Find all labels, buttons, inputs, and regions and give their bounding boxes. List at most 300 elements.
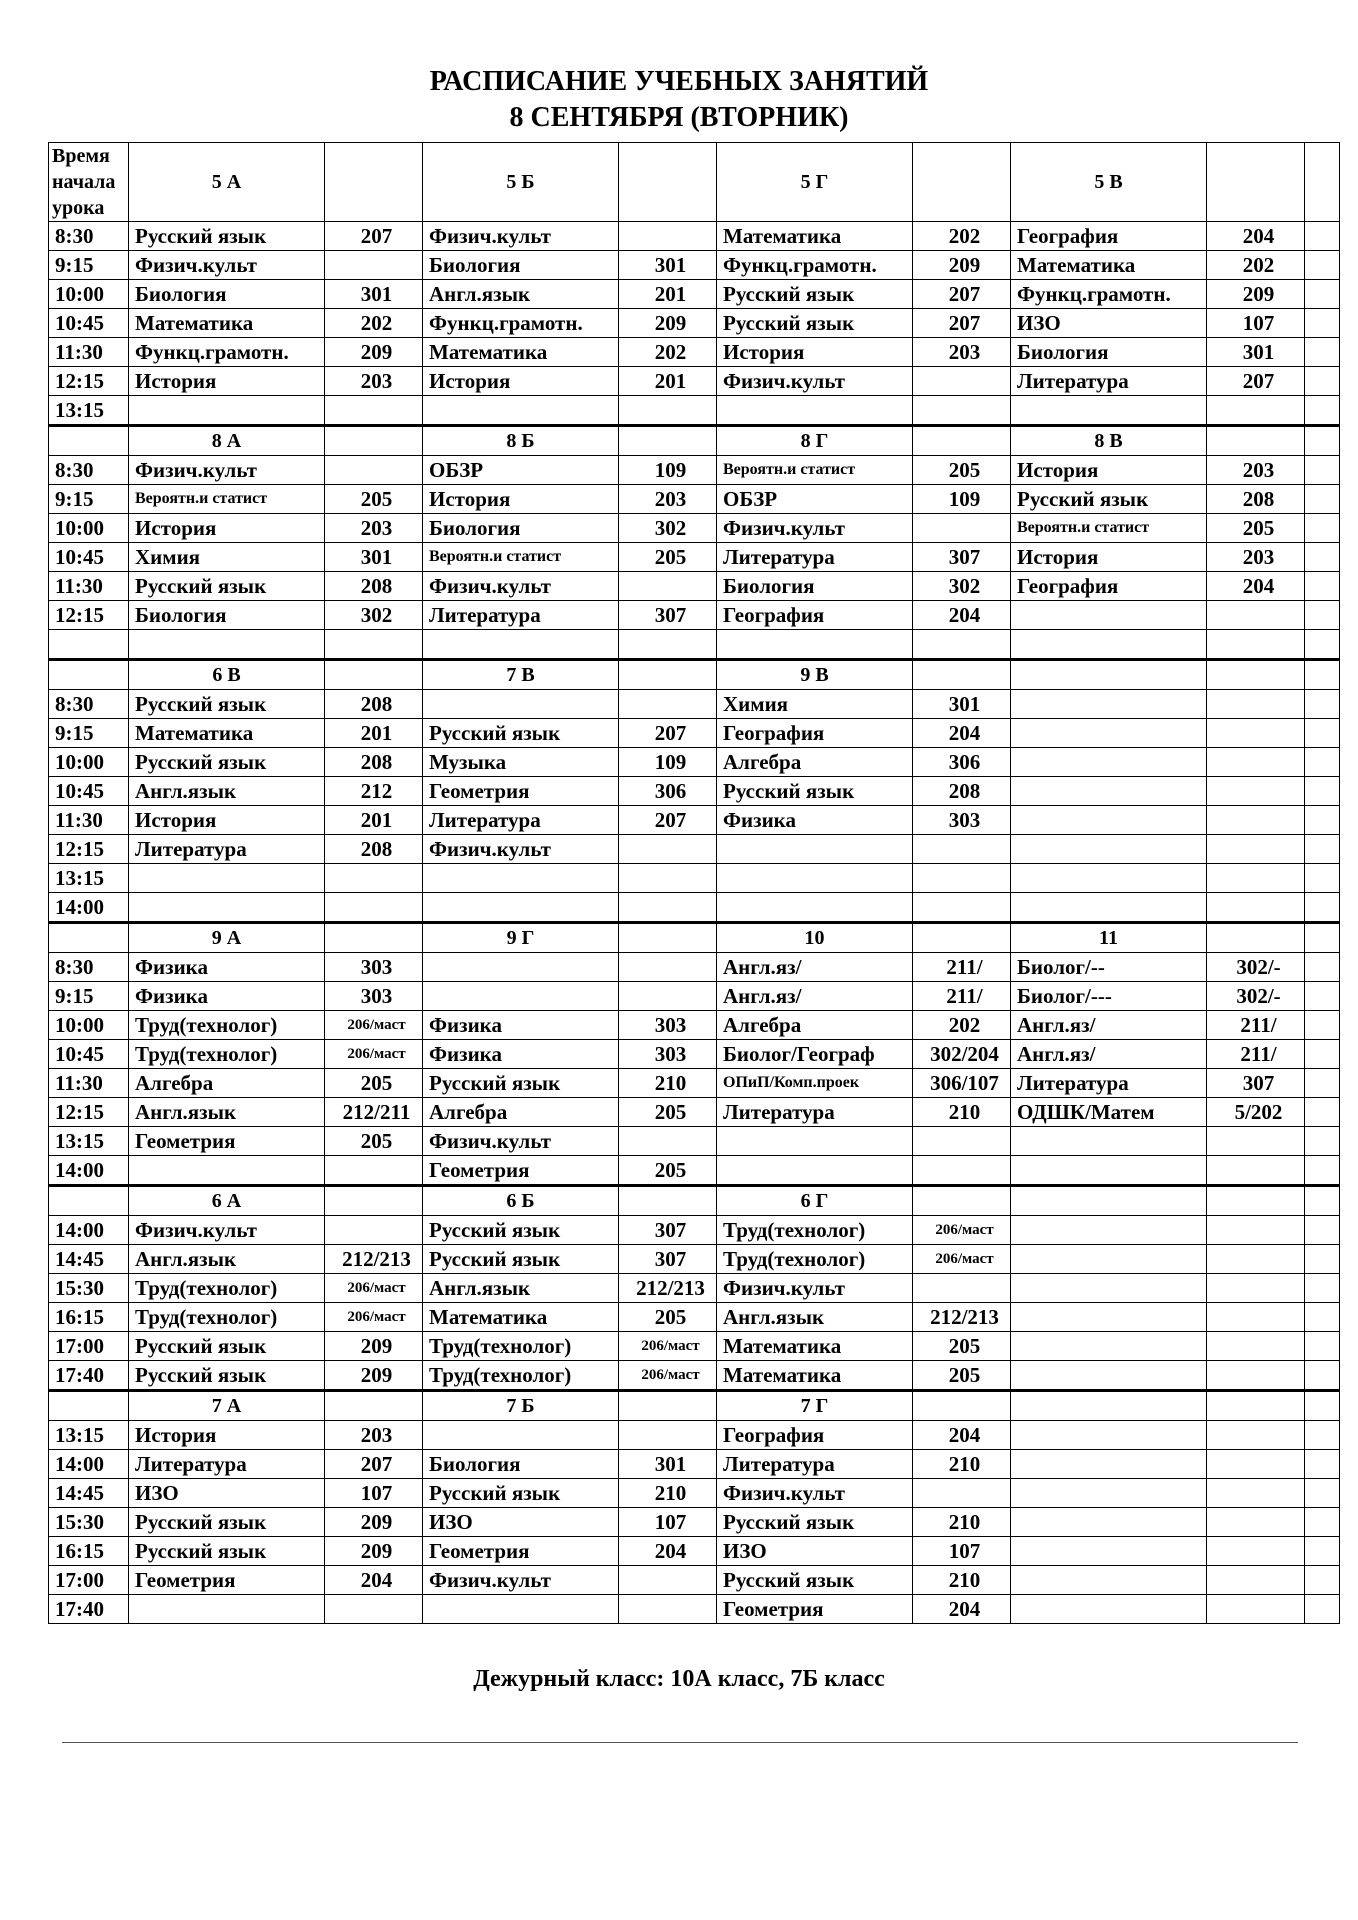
edge-cell — [1305, 690, 1340, 719]
room-cell: 201 — [619, 280, 717, 309]
room-cell: 302/204 — [913, 1040, 1011, 1069]
room-cell: 211/ — [913, 953, 1011, 982]
subject-cell: Биолог/-- — [1011, 953, 1207, 982]
room-cell: 303 — [619, 1011, 717, 1040]
subject-cell: Литература — [717, 1098, 913, 1127]
room-cell — [1207, 835, 1305, 864]
class-name: 6 Б — [423, 1186, 619, 1216]
subject-cell: Русский язык — [129, 1537, 325, 1566]
room-cell: 303 — [325, 953, 423, 982]
room-cell: 208 — [325, 748, 423, 777]
subject-cell: Биология — [129, 280, 325, 309]
edge-cell — [1305, 777, 1340, 806]
subject-cell: Труд(технолог) — [717, 1216, 913, 1245]
subject-cell: Биология — [717, 572, 913, 601]
edge-cell — [1305, 1186, 1340, 1216]
subject-cell: История — [129, 806, 325, 835]
schedule-row — [49, 543, 1340, 572]
room-cell — [1207, 777, 1305, 806]
subject-cell: Математика — [1011, 251, 1207, 280]
subject-cell: Русский язык — [129, 748, 325, 777]
room-cell — [1207, 1450, 1305, 1479]
lesson-time: 8:30 — [49, 953, 129, 982]
room-cell — [619, 864, 717, 893]
room-cell: 307 — [619, 601, 717, 630]
subject-cell — [1011, 1595, 1207, 1624]
room-header-cell — [325, 660, 423, 690]
room-cell: 303 — [619, 1040, 717, 1069]
subject-cell: Алгебра — [717, 1011, 913, 1040]
room-cell — [913, 864, 1011, 893]
schedule-row — [49, 719, 1340, 748]
edge-cell — [1305, 1303, 1340, 1332]
edge-cell — [1305, 806, 1340, 835]
subject-cell: Функц.грамотн. — [129, 338, 325, 367]
schedule-row — [49, 485, 1340, 514]
room-cell — [1207, 893, 1305, 923]
room-cell: 205 — [619, 1098, 717, 1127]
subject-cell — [1011, 1216, 1207, 1245]
room-cell: 207 — [619, 806, 717, 835]
room-cell — [1207, 1421, 1305, 1450]
room-header-cell — [913, 143, 1011, 222]
lesson-time: 14:00 — [49, 1450, 129, 1479]
room-cell: 210 — [913, 1566, 1011, 1595]
schedule-row — [49, 864, 1340, 893]
subject-cell: ИЗО — [717, 1537, 913, 1566]
room-cell — [1207, 1566, 1305, 1595]
room-cell: 303 — [325, 982, 423, 1011]
room-cell — [913, 396, 1011, 426]
room-cell: 109 — [619, 456, 717, 485]
lesson-time: 15:30 — [49, 1274, 129, 1303]
room-header-cell — [1207, 1186, 1305, 1216]
lesson-time: 13:15 — [49, 864, 129, 893]
subject-cell: Химия — [717, 690, 913, 719]
subject-cell — [1011, 1127, 1207, 1156]
room-header-cell — [1207, 426, 1305, 456]
room-cell: 207 — [619, 719, 717, 748]
subject-cell: Математика — [129, 309, 325, 338]
schedule-row — [49, 601, 1340, 630]
room-cell — [913, 367, 1011, 396]
class-name — [1011, 660, 1207, 690]
subject-cell — [129, 396, 325, 426]
room-cell — [1207, 806, 1305, 835]
class-name: 9 В — [717, 660, 913, 690]
lesson-time: 13:15 — [49, 1127, 129, 1156]
edge-cell — [1305, 893, 1340, 923]
lesson-time: 10:45 — [49, 543, 129, 572]
edge-cell — [1305, 572, 1340, 601]
room-cell: 203 — [325, 514, 423, 543]
time-column-header: Время начала урока — [49, 143, 129, 222]
room-cell — [1207, 719, 1305, 748]
class-name: 7 Г — [717, 1391, 913, 1421]
subject-cell: Алгебра — [423, 1098, 619, 1127]
room-cell — [619, 953, 717, 982]
subject-cell — [1011, 719, 1207, 748]
schedule-row — [49, 953, 1340, 982]
room-cell: 204 — [913, 719, 1011, 748]
lesson-time: 10:45 — [49, 1040, 129, 1069]
subject-cell: ИЗО — [129, 1479, 325, 1508]
room-cell: 206/маст — [913, 1245, 1011, 1274]
class-name: 11 — [1011, 923, 1207, 953]
schedule-row — [49, 1332, 1340, 1361]
edge-cell — [1305, 251, 1340, 280]
lesson-time — [49, 630, 129, 660]
subject-cell: География — [717, 601, 913, 630]
subject-cell: Литература — [1011, 367, 1207, 396]
room-cell: 306 — [619, 777, 717, 806]
subject-cell: Биология — [1011, 338, 1207, 367]
subject-cell: Биология — [423, 514, 619, 543]
room-cell: 202 — [325, 309, 423, 338]
class-name: 10 — [717, 923, 913, 953]
room-cell: 5/202 — [1207, 1098, 1305, 1127]
subject-cell — [1011, 396, 1207, 426]
lesson-time: 14:45 — [49, 1245, 129, 1274]
subject-cell: Функц.грамотн. — [1011, 280, 1207, 309]
room-cell: 205 — [913, 1332, 1011, 1361]
room-cell — [913, 514, 1011, 543]
room-cell: 109 — [913, 485, 1011, 514]
lesson-time: 12:15 — [49, 601, 129, 630]
room-cell: 203 — [1207, 456, 1305, 485]
lesson-time: 10:00 — [49, 514, 129, 543]
room-cell: 204 — [619, 1537, 717, 1566]
lesson-time: 8:30 — [49, 690, 129, 719]
room-cell: 202 — [1207, 251, 1305, 280]
subject-cell: География — [1011, 572, 1207, 601]
subject-cell: Литература — [129, 835, 325, 864]
subject-cell: Физич.культ — [423, 835, 619, 864]
room-cell: 203 — [619, 485, 717, 514]
schedule-row — [49, 514, 1340, 543]
subject-cell: Физика — [423, 1040, 619, 1069]
class-name: 6 В — [129, 660, 325, 690]
subject-cell — [1011, 835, 1207, 864]
room-cell: 210 — [913, 1508, 1011, 1537]
schedule-row — [49, 630, 1340, 660]
class-name: 5 Б — [423, 143, 619, 222]
room-cell: 204 — [1207, 222, 1305, 251]
subject-cell: ИЗО — [423, 1508, 619, 1537]
class-header-row — [49, 426, 1340, 456]
footer-divider — [62, 1742, 1298, 1743]
room-cell: 210 — [619, 1069, 717, 1098]
time-header-cell — [49, 1186, 129, 1216]
subject-cell — [1011, 864, 1207, 893]
subject-cell — [717, 1127, 913, 1156]
edge-cell — [1305, 1274, 1340, 1303]
subject-cell — [1011, 1245, 1207, 1274]
lesson-time: 9:15 — [49, 485, 129, 514]
lesson-time: 17:00 — [49, 1566, 129, 1595]
subject-cell — [423, 893, 619, 923]
subject-cell: Физич.культ — [129, 1216, 325, 1245]
room-header-cell — [619, 1186, 717, 1216]
edge-cell — [1305, 748, 1340, 777]
room-cell: 209 — [325, 1508, 423, 1537]
room-header-cell — [913, 1391, 1011, 1421]
lesson-time: 14:00 — [49, 893, 129, 923]
lesson-time: 12:15 — [49, 835, 129, 864]
subject-cell: Математика — [423, 338, 619, 367]
subject-cell: История — [1011, 456, 1207, 485]
room-cell — [619, 982, 717, 1011]
class-name: 6 А — [129, 1186, 325, 1216]
room-cell — [913, 893, 1011, 923]
lesson-time: 8:30 — [49, 456, 129, 485]
room-cell: 205 — [619, 1156, 717, 1186]
room-cell: 205 — [1207, 514, 1305, 543]
subject-cell: История — [717, 338, 913, 367]
room-cell: 204 — [1207, 572, 1305, 601]
room-cell — [619, 690, 717, 719]
class-header-row — [49, 143, 1340, 222]
subject-cell: Русский язык — [423, 719, 619, 748]
subject-cell: Труд(технолог) — [717, 1245, 913, 1274]
room-cell: 211/ — [1207, 1011, 1305, 1040]
room-header-cell — [619, 660, 717, 690]
class-header-row — [49, 923, 1340, 953]
room-cell: 203 — [1207, 543, 1305, 572]
schedule-row — [49, 1156, 1340, 1186]
subject-cell: Физика — [129, 953, 325, 982]
subject-cell: Русский язык — [717, 1566, 913, 1595]
subject-cell: Физика — [717, 806, 913, 835]
subject-cell — [423, 1421, 619, 1450]
edge-cell — [1305, 143, 1340, 222]
room-cell — [325, 396, 423, 426]
subject-cell: История — [1011, 543, 1207, 572]
edge-cell — [1305, 923, 1340, 953]
room-header-cell — [325, 1186, 423, 1216]
schedule-row — [49, 1069, 1340, 1098]
room-cell: 301 — [325, 543, 423, 572]
room-cell — [619, 1127, 717, 1156]
time-header-cell — [49, 923, 129, 953]
subject-cell: Литература — [129, 1450, 325, 1479]
subject-cell: Англ.яз/ — [1011, 1040, 1207, 1069]
room-cell: 201 — [325, 806, 423, 835]
edge-cell — [1305, 1069, 1340, 1098]
room-cell: 207 — [913, 309, 1011, 338]
room-cell — [1207, 1332, 1305, 1361]
room-cell: 207 — [1207, 367, 1305, 396]
edge-cell — [1305, 982, 1340, 1011]
subject-cell: География — [717, 1421, 913, 1450]
edge-cell — [1305, 367, 1340, 396]
room-cell: 301 — [325, 280, 423, 309]
room-cell — [1207, 1595, 1305, 1624]
room-header-cell — [1207, 660, 1305, 690]
subject-cell: Труд(технолог) — [129, 1040, 325, 1069]
edge-cell — [1305, 719, 1340, 748]
subject-cell: ОБЗР — [717, 485, 913, 514]
subject-cell: Физич.культ — [423, 572, 619, 601]
room-cell: 306 — [913, 748, 1011, 777]
room-header-cell — [1207, 923, 1305, 953]
class-name: 8 А — [129, 426, 325, 456]
room-header-cell — [913, 426, 1011, 456]
subject-cell: Вероятн.и статист — [129, 485, 325, 514]
subject-cell: География — [1011, 222, 1207, 251]
room-cell — [913, 1274, 1011, 1303]
subject-cell: Биология — [423, 1450, 619, 1479]
room-cell — [325, 630, 423, 660]
room-cell: 208 — [325, 572, 423, 601]
subject-cell: Англ.яз/ — [717, 953, 913, 982]
edge-cell — [1305, 485, 1340, 514]
class-name: 7 Б — [423, 1391, 619, 1421]
subject-cell: Русский язык — [717, 777, 913, 806]
subject-cell — [423, 1595, 619, 1624]
schedule-row — [49, 251, 1340, 280]
subject-cell: История — [423, 485, 619, 514]
subject-cell — [423, 982, 619, 1011]
room-cell — [913, 1156, 1011, 1186]
subject-cell: ОПиП/Комп.проек — [717, 1069, 913, 1098]
class-name: 9 А — [129, 923, 325, 953]
subject-cell — [1011, 630, 1207, 660]
room-cell: 302 — [913, 572, 1011, 601]
room-cell: 208 — [325, 835, 423, 864]
room-cell: 206/маст — [325, 1303, 423, 1332]
subject-cell — [1011, 806, 1207, 835]
room-cell — [1207, 1303, 1305, 1332]
room-cell: 206/маст — [913, 1216, 1011, 1245]
room-cell — [1207, 1156, 1305, 1186]
subject-cell: Русский язык — [129, 1332, 325, 1361]
room-cell: 207 — [325, 1450, 423, 1479]
subject-cell: Труд(технолог) — [129, 1274, 325, 1303]
schedule-row — [49, 1245, 1340, 1274]
edge-cell — [1305, 864, 1340, 893]
edge-cell — [1305, 1127, 1340, 1156]
lesson-time: 14:45 — [49, 1479, 129, 1508]
room-cell: 206/маст — [619, 1361, 717, 1391]
room-header-cell — [325, 1391, 423, 1421]
subject-cell: История — [129, 1421, 325, 1450]
room-cell — [619, 1421, 717, 1450]
room-cell — [325, 864, 423, 893]
schedule-row — [49, 309, 1340, 338]
room-cell: 109 — [619, 748, 717, 777]
edge-cell — [1305, 1537, 1340, 1566]
room-cell: 210 — [619, 1479, 717, 1508]
room-cell: 307 — [619, 1245, 717, 1274]
lesson-time: 15:30 — [49, 1508, 129, 1537]
room-cell — [619, 1595, 717, 1624]
subject-cell: Англ.язык — [717, 1303, 913, 1332]
schedule-row — [49, 748, 1340, 777]
room-cell: 207 — [325, 222, 423, 251]
subject-cell: Физич.культ — [423, 222, 619, 251]
class-name: 7 А — [129, 1391, 325, 1421]
subject-cell — [1011, 1361, 1207, 1391]
subject-cell — [1011, 601, 1207, 630]
room-cell: 302/- — [1207, 953, 1305, 982]
schedule-table — [48, 142, 1340, 1624]
room-cell: 307 — [913, 543, 1011, 572]
room-cell: 303 — [913, 806, 1011, 835]
lesson-time: 10:00 — [49, 1011, 129, 1040]
room-cell: 203 — [325, 1421, 423, 1450]
lesson-time: 10:00 — [49, 280, 129, 309]
schedule-row — [49, 1479, 1340, 1508]
room-cell — [1207, 630, 1305, 660]
room-cell: 202 — [913, 1011, 1011, 1040]
subject-cell — [1011, 1303, 1207, 1332]
schedule-row — [49, 1011, 1340, 1040]
schedule-row — [49, 1566, 1340, 1595]
lesson-time: 16:15 — [49, 1537, 129, 1566]
page-subtitle: 8 СЕНТЯБРЯ (ВТОРНИК) — [509, 102, 849, 133]
schedule-row — [49, 835, 1340, 864]
edge-cell — [1305, 601, 1340, 630]
edge-cell — [1305, 1566, 1340, 1595]
lesson-time: 17:00 — [49, 1332, 129, 1361]
lesson-time: 14:00 — [49, 1156, 129, 1186]
subject-cell: Русский язык — [129, 690, 325, 719]
subject-cell — [1011, 1156, 1207, 1186]
room-cell: 208 — [325, 690, 423, 719]
edge-cell — [1305, 1011, 1340, 1040]
lesson-time: 17:40 — [49, 1595, 129, 1624]
subject-cell: Биолог/Географ — [717, 1040, 913, 1069]
schedule-row — [49, 280, 1340, 309]
room-header-cell — [619, 923, 717, 953]
room-cell: 211/ — [1207, 1040, 1305, 1069]
room-cell — [913, 630, 1011, 660]
subject-cell: Русский язык — [129, 1508, 325, 1537]
room-cell — [619, 835, 717, 864]
duty-class-note: Дежурный класс: 10А класс, 7Б класс — [473, 1666, 885, 1692]
time-header-cell — [49, 660, 129, 690]
room-cell: 209 — [325, 1537, 423, 1566]
subject-cell: Русский язык — [423, 1069, 619, 1098]
edge-cell — [1305, 1156, 1340, 1186]
schedule-row — [49, 1127, 1340, 1156]
edge-cell — [1305, 630, 1340, 660]
schedule-row — [49, 1274, 1340, 1303]
room-cell: 209 — [325, 338, 423, 367]
subject-cell — [423, 953, 619, 982]
room-cell: 307 — [619, 1216, 717, 1245]
room-cell — [913, 835, 1011, 864]
room-cell: 208 — [913, 777, 1011, 806]
edge-cell — [1305, 514, 1340, 543]
schedule-row — [49, 893, 1340, 923]
schedule-row — [49, 456, 1340, 485]
edge-cell — [1305, 1332, 1340, 1361]
subject-cell: Функц.грамотн. — [423, 309, 619, 338]
room-header-cell — [619, 426, 717, 456]
class-name — [1011, 1391, 1207, 1421]
subject-cell: Русский язык — [1011, 485, 1207, 514]
room-cell: 203 — [325, 367, 423, 396]
edge-cell — [1305, 953, 1340, 982]
room-header-cell — [913, 660, 1011, 690]
room-cell: 301 — [1207, 338, 1305, 367]
subject-cell: География — [717, 719, 913, 748]
lesson-time: 13:15 — [49, 396, 129, 426]
edge-cell — [1305, 1245, 1340, 1274]
room-cell — [1207, 396, 1305, 426]
